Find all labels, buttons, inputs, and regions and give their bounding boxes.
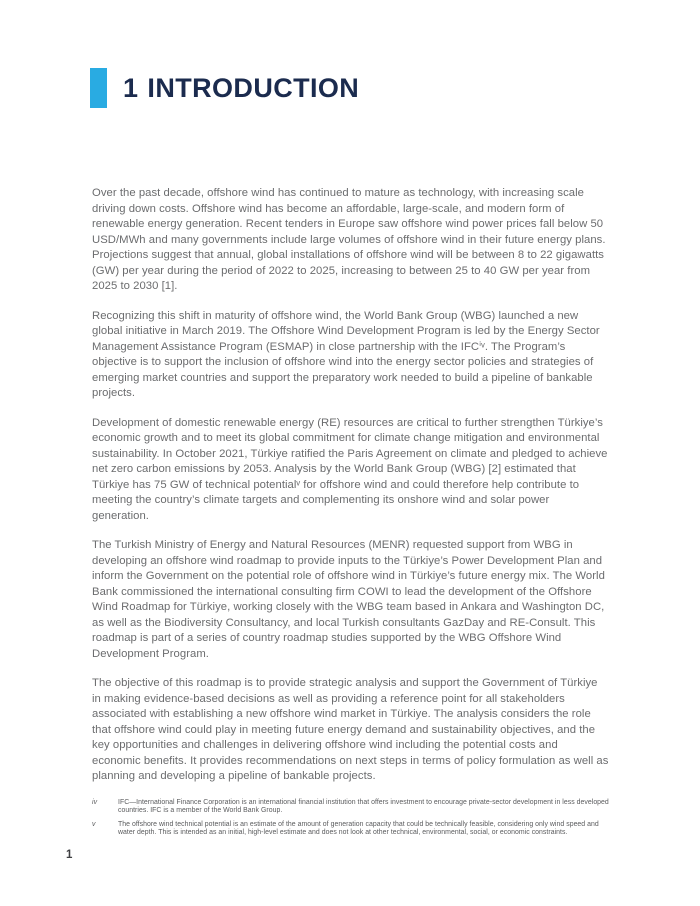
paragraph: The Turkish Ministry of Energy and Natural Resources (MENR) requested support from WBG in developing an offshore wind roadmap to provide inputs to the Türkiye’s Power Development Plan and inform the Government on the potential role of offshore wind in Türkiye’s future energy mix. The World Bank commissioned the international consulting firm COWI to lead the development of the Offshore Wind Roadmap for Türkiye, working closely with the WBG team based in Ankara and Washington DC, as well as the Biodiversity Consultancy, and local Turkish consultants GazDay and RE-Consult. This roadmap is part of a series of country roadmap studies supported by the WBG Offshore Wind Development Program. xyxy=(92,539,605,660)
footnote-text: The offshore wind technical potential is an estimate of the amount of generation capacity that could be technically feasible, considering only wind speed and water depth. This is intended as an initial, high-level estimate and does not look at other technical, environmental, social, or economic constraints. xyxy=(118,820,599,837)
paragraph: The objective of this roadmap is to provide strategic analysis and support the Government of Türkiye in making evidence-based decisions as well as providing a reference point for all stakeholders associated with establishing a new offshore wind market in Türkiye. The analysis considers the role that offshore wind could play in meeting future energy demand and sustainability objectives, and the key opportunities and challenges in delivering offshore wind including the potential costs and economic benefits. It provides recommendations on next steps in terms of policy formulation as well as planning and developing a pipeline of bankable projects. xyxy=(92,677,609,782)
footnote-list xyxy=(92,799,609,838)
footnote-label: v xyxy=(92,820,96,828)
paragraph: Development of domestic renewable energy (RE) resources are critical to further strengthen Türkiye’s economic growth and to meet its global commitment for climate change mitigation and environmental sustainability. In October 2021, Türkiye ratified the Paris Agreement on climate and pledged to achieve net zero carbon emissions by 2053. Analysis by the World Bank Group (WBG) [2] estimated that Türkiye has 75 GW of technical potentialᵛ for offshore wind and could therefore help contribute to meeting the country’s climate targets and complementing its onshore wind and solar power generation. xyxy=(92,416,608,522)
footnote-text: IFC—International Finance Corporation is an international financial institution that offers investment to encourage private-sector development in less developed countries. IFC is a member of the World Bank Group. xyxy=(118,798,609,814)
footnote-item xyxy=(92,799,609,815)
section-accent-bar xyxy=(90,68,107,108)
section-title-row xyxy=(123,68,359,108)
page-number: 1 xyxy=(66,849,73,861)
footnote-item xyxy=(92,821,609,837)
section-number: 1 xyxy=(123,73,139,103)
footnote-label: iv xyxy=(92,798,98,806)
section-title: INTRODUCTION xyxy=(147,73,360,103)
paragraph: Over the past decade, offshore wind has continued to mature as technology, with increasing scale driving down costs. Offshore wind has become an affordable, large-scale, and modern form of renewable energy generation. Recent tenders in Europe saw offshore wind power prices fall below 50 USD/MWh and many governments include large volumes of offshore wind in their future energy plans. Projections suggest that annual, global installations of offshore wind will be between 8 to 22 gigawatts (GW) per year during the period of 2022 to 2025, increasing to between 25 to 40 GW per year from 2025 to 2030 [1]. xyxy=(92,187,606,292)
paragraph: Recognizing this shift in maturity of offshore wind, the World Bank Group (WBG) launched a new global initiative in March 2019. The Offshore Wind Development Program is led by the Energy Sector Management Assistance Program (ESMAP) in close partnership with the IFCⁱᵛ. The Program’s objective is to support the inclusion of offshore wind into the energy sector policies and strategies of emerging market countries and support the preparatory work needed to build a pipeline of bankable projects. xyxy=(92,309,600,399)
section-heading xyxy=(90,68,359,108)
body-text xyxy=(92,186,609,843)
